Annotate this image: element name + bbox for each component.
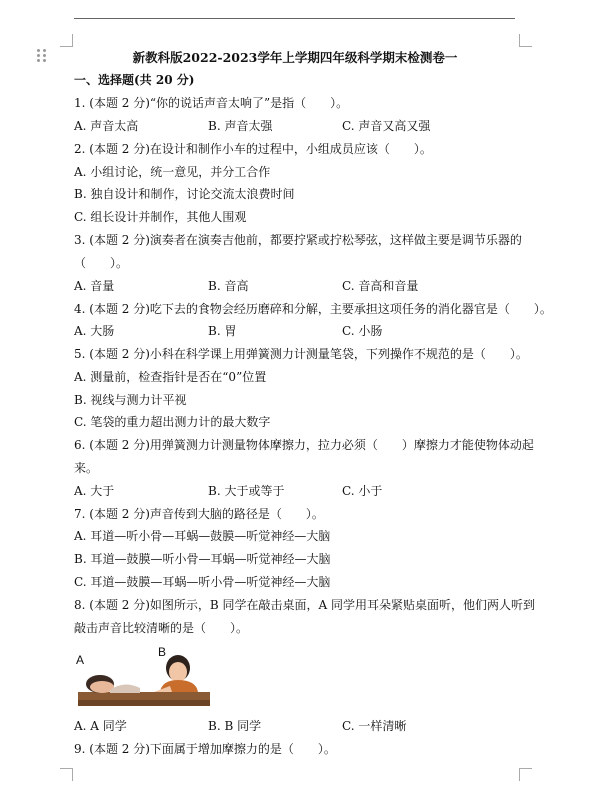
question-3-stem-continued: （ ）。 bbox=[74, 256, 129, 270]
option-c: C. 一样清晰 bbox=[342, 719, 407, 733]
crop-mark-bottom-right bbox=[519, 768, 532, 781]
option-c: C. 音高和音量 bbox=[342, 279, 419, 293]
question-8-stem-continued: 敲击声音比较清晰的是（ ）。 bbox=[74, 621, 249, 635]
student-b-face bbox=[169, 662, 187, 682]
desk bbox=[78, 692, 210, 700]
question-5-stem: 5. (本题 2 分)小科在科学课上用弹簧测力计测量笔袋，下列操作不规范的是（ ）。 bbox=[74, 347, 528, 361]
question-6-stem-continued: 来。 bbox=[74, 461, 99, 475]
option-c: C. 耳道—鼓膜—耳蜗—听小骨—听觉神经—大脑 bbox=[74, 575, 331, 589]
desk-edge bbox=[78, 700, 210, 706]
option-c: C. 小于 bbox=[342, 484, 383, 498]
student-a-arm bbox=[110, 684, 140, 693]
option-a: A. 大于 bbox=[74, 484, 115, 498]
question-3-stem: 3. (本题 2 分)演奏者在演奏吉他前，都要拧紧或拧松琴弦，这样做主要是调节乐器的 bbox=[74, 233, 522, 247]
option-c: C. 组长设计并制作，其他人围观 bbox=[74, 210, 247, 224]
figure-label-a: A bbox=[76, 653, 85, 667]
option-a: A. 小组讨论，统一意见，并分工合作 bbox=[74, 165, 271, 179]
section-heading: 一、选择题(共 20 分) bbox=[74, 73, 195, 87]
option-b: B. 声音太强 bbox=[208, 119, 273, 133]
figure-label-b: B bbox=[158, 646, 167, 659]
question-1-options bbox=[74, 118, 515, 134]
question-2-stem: 2. (本题 2 分)在设计和制作小车的过程中，小组成员应该（ ）。 bbox=[74, 142, 432, 156]
option-a: A. 测量前，检查指针是否在“0”位置 bbox=[74, 370, 267, 384]
question-6-stem: 6. (本题 2 分)用弹簧测力计测量物体摩擦力，拉力必须（ ）摩擦力才能使物体动起 bbox=[74, 438, 534, 452]
question-4-stem: 4. (本题 2 分)吃下去的食物会经历磨碎和分解，主要承担这项任务的消化器官是（ ）。 bbox=[74, 302, 552, 316]
option-b: B. 音高 bbox=[208, 279, 249, 293]
crop-mark-top-right bbox=[519, 34, 532, 47]
document-title: 新教科版2022-2023学年上学期四年级科学期末检测卷一 bbox=[132, 50, 458, 65]
page-top-rule bbox=[74, 18, 515, 19]
question-9-stem: 9. (本题 2 分)下面属于增加摩擦力的是（ ）。 bbox=[74, 742, 336, 756]
crop-mark-top-left bbox=[60, 34, 73, 47]
question-3-options bbox=[74, 278, 515, 294]
students-at-desk-illustration bbox=[74, 646, 216, 712]
question-8-options bbox=[74, 718, 515, 734]
question-8-stem: 8. (本题 2 分)如图所示，B 同学在敲击桌面，A 同学用耳朵紧贴桌面听，他们两人听到 bbox=[74, 598, 536, 612]
question-1-stem: 1. (本题 2 分)“你的说话声音太响了”是指（ ）。 bbox=[74, 96, 349, 110]
option-c: C. 声音又高又强 bbox=[342, 119, 431, 133]
question-4-options bbox=[74, 323, 515, 339]
option-b: B. 耳道—鼓膜—听小骨—耳蜗—听觉神经—大脑 bbox=[74, 552, 331, 566]
option-b: B. 胃 bbox=[208, 324, 237, 338]
option-c: C. 小肠 bbox=[342, 324, 383, 338]
option-b: B. 大于或等于 bbox=[208, 484, 285, 498]
option-a: A. 耳道—听小骨—耳蜗—鼓膜—听觉神经—大脑 bbox=[74, 529, 331, 543]
option-b: B. B 同学 bbox=[208, 719, 262, 733]
option-b: B. 视线与测力计平视 bbox=[74, 393, 187, 407]
question-6-options bbox=[74, 483, 515, 499]
option-a: A. 音量 bbox=[74, 279, 115, 293]
option-c: C. 笔袋的重力超出测力计的最大数字 bbox=[74, 415, 271, 429]
option-a: A. 声音太高 bbox=[74, 119, 139, 133]
question-8-illustration bbox=[74, 646, 216, 712]
option-a: A. 大肠 bbox=[74, 324, 115, 338]
option-a: A. A 同学 bbox=[74, 719, 127, 733]
question-7-stem: 7. (本题 2 分)声音传到大脑的路径是（ ）。 bbox=[74, 507, 324, 521]
crop-mark-bottom-left bbox=[60, 768, 73, 781]
option-b: B. 独自设计和制作，讨论交流太浪费时间 bbox=[74, 187, 295, 201]
